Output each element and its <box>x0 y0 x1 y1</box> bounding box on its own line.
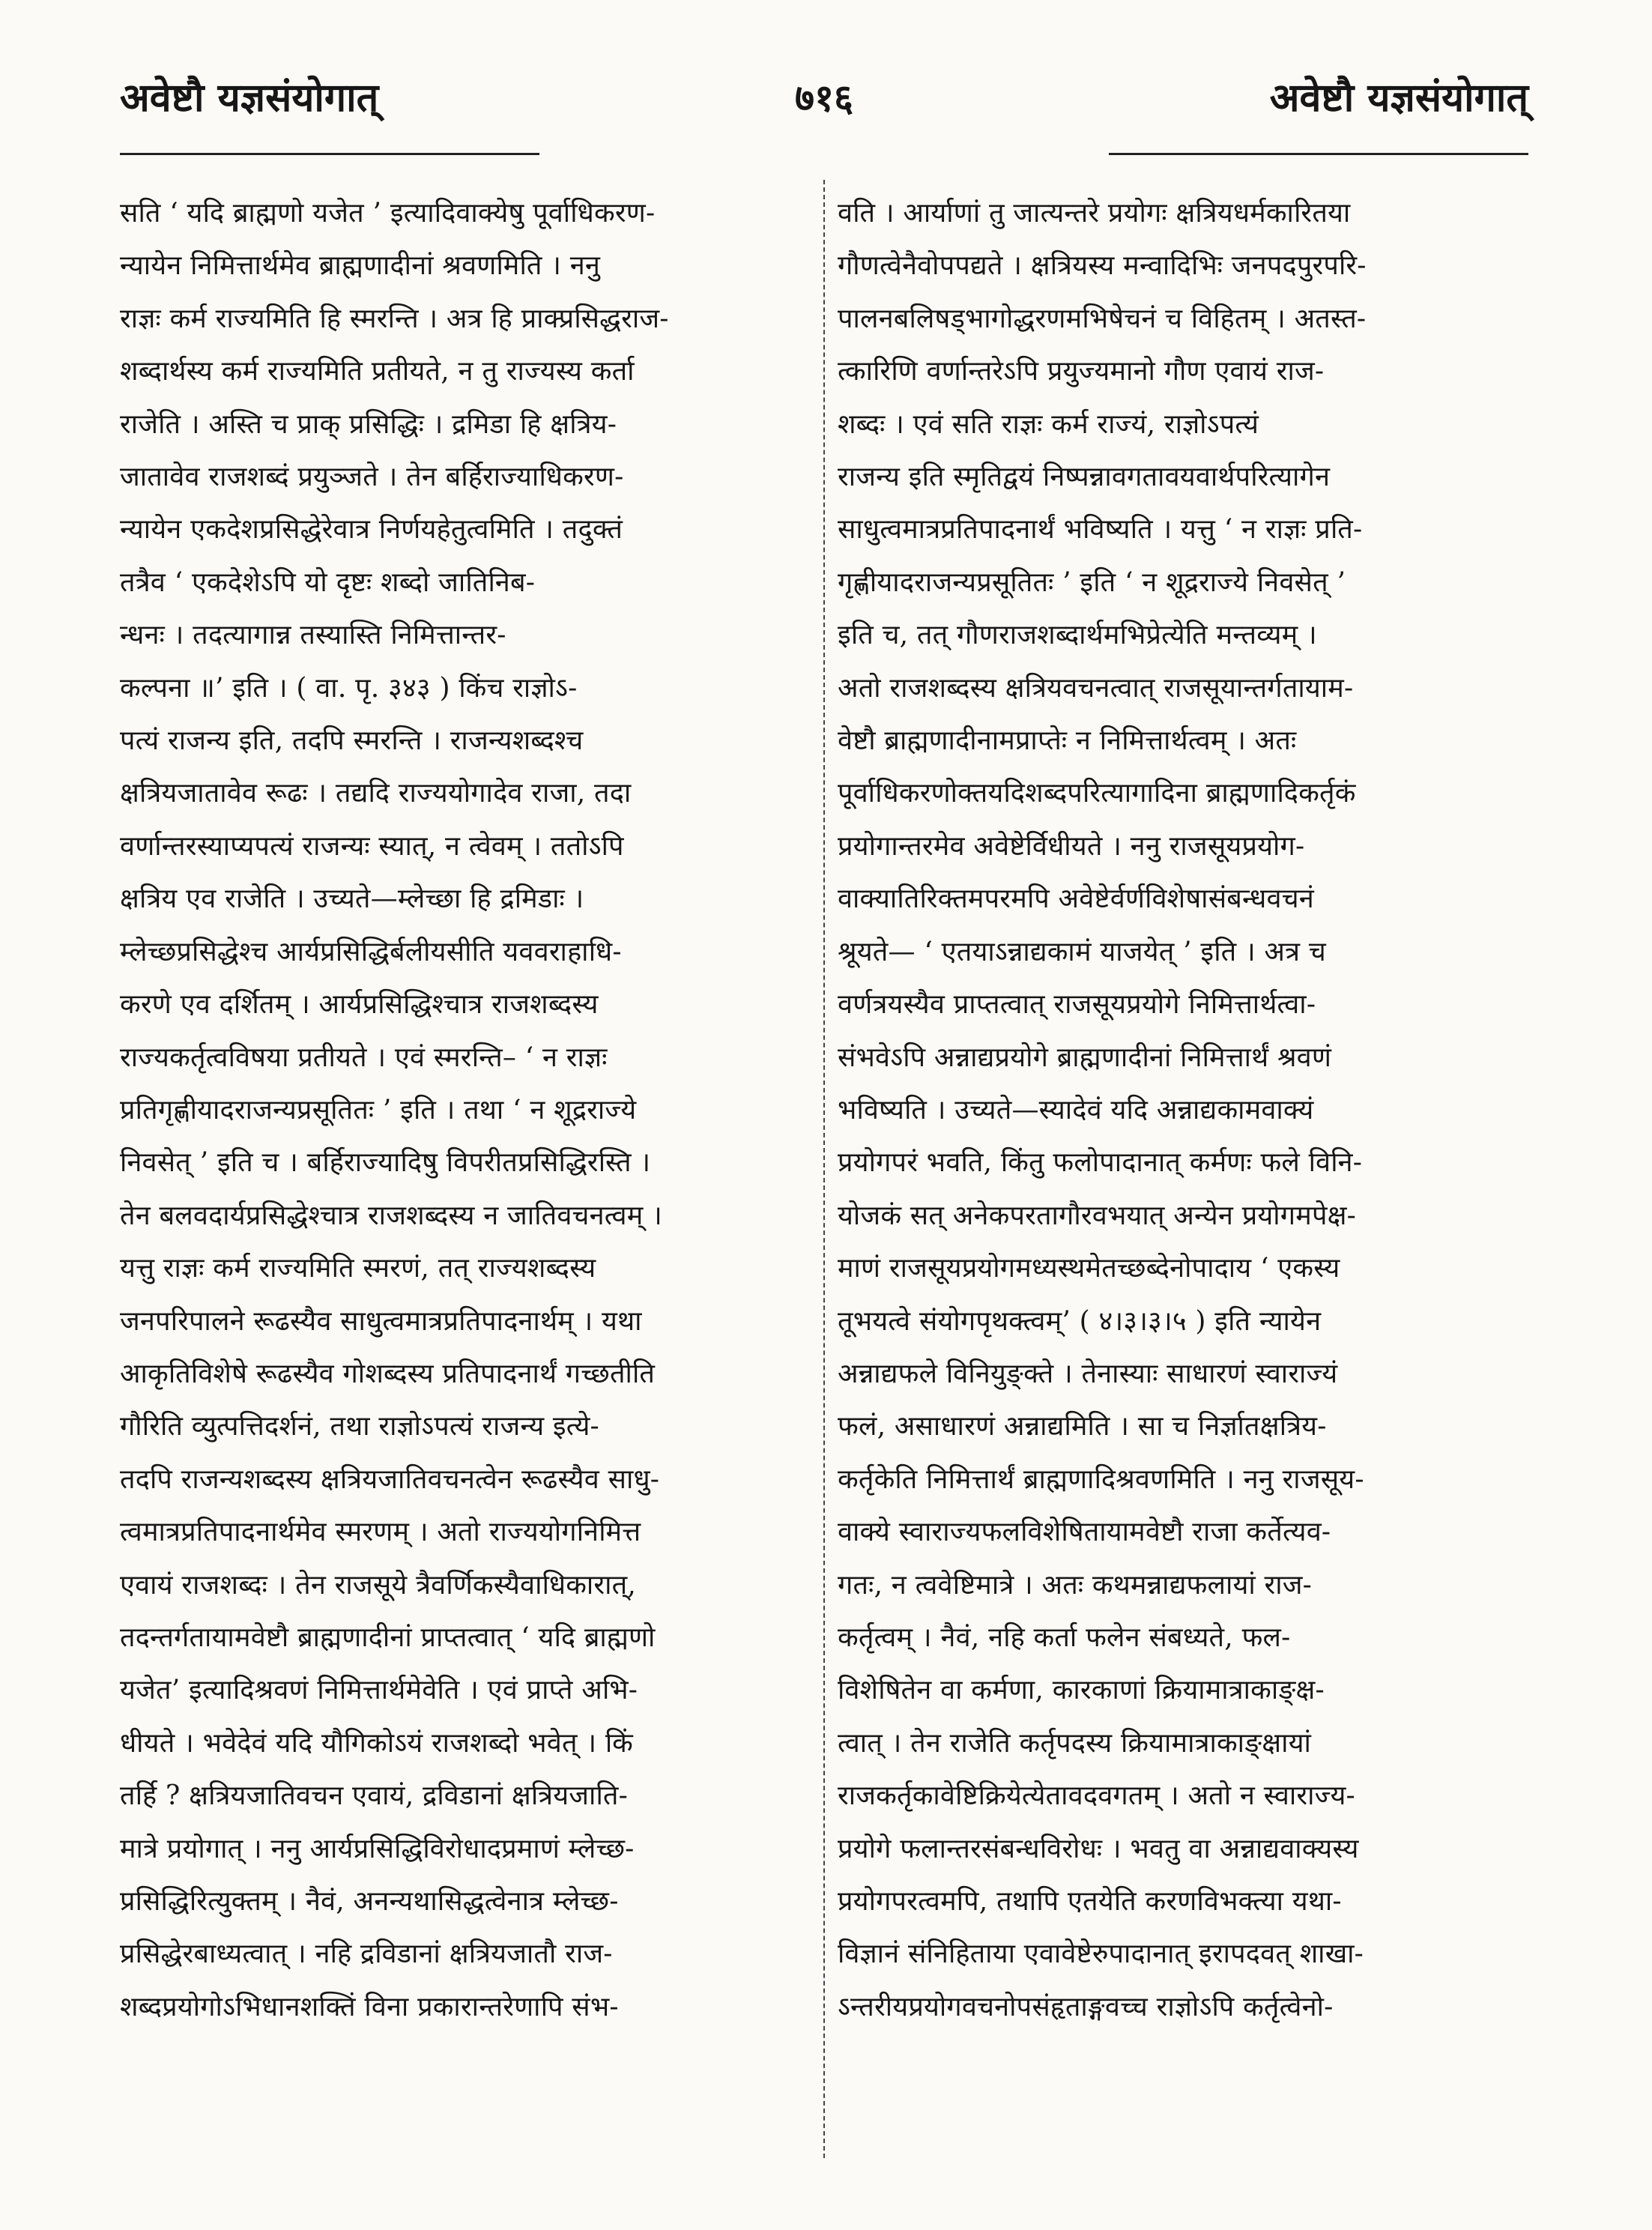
text-line: वर्णान्तरस्याप्यपत्यं राजन्यः स्यात्, न त्वेवम् । ततोऽपि <box>120 830 624 862</box>
text-line: प्रयोगपरत्वमपि, तथापि एतयेति करणविभक्त्या यथा- <box>838 1886 1342 1917</box>
text-line: राज्यकर्तृत्वविषया प्रतीयते । एवं स्मरन्ति– ‘ न राज्ञः <box>120 1042 608 1073</box>
text-line: क्षत्रिय एव राजेति । उच्यते—म्लेच्छा हि द्रमिडाः । <box>120 883 584 915</box>
text-line: गौणत्वेनैवोपपद्यते । क्षत्रियस्य मन्वादिभिः जनपदपुरपरि- <box>838 250 1367 282</box>
text-line: ऽन्तरीयप्रयोगवचनोपसंहृताङ्गवच्च राज्ञोऽपि कर्तृत्वेनो- <box>838 1991 1334 2022</box>
text-line: कर्तृकेति निमित्तार्थं ब्राह्मणादिश्रवणमिति । ननु राजसूय- <box>838 1463 1364 1495</box>
text-line: म्लेच्छप्रसिद्धेश्च आर्यप्रसिद्धिर्बलीयसीति यववराहाधि- <box>120 936 622 967</box>
right-text-column <box>838 187 1531 2143</box>
text-line: तत्रैव ‘ एकदेशेऽपि यो दृष्टः शब्दो जातिनिब- <box>120 566 536 598</box>
text-line: पूर्वाधिकरणोक्तयदिशब्दपरित्यागादिना ब्राह्मणादिकर्तृकं <box>838 778 1356 809</box>
text-line: मात्रे प्रयोगात् । ननु आर्यप्रसिद्धिविरोधादप्रमाणं म्लेच्छ- <box>120 1833 635 1864</box>
text-line: वति । आर्याणां तु जात्यन्तरे प्रयोगः क्षत्रियधर्मकारितया <box>838 198 1351 229</box>
text-line: यजेत’ इत्यादिश्रवणं निमित्तार्थमेवेति । एवं प्राप्ते अभि- <box>120 1675 638 1706</box>
running-title-left: अवेष्टौ यज्ञसंयोगात् <box>120 75 379 121</box>
text-line: शब्दः । एवं सति राज्ञः कर्म राज्यं, राज्ञोऽपत्यं <box>838 408 1259 440</box>
text-line: वाक्ये स्वाराज्यफलविशेषितायामवेष्टौ राजा कर्तेत्यव- <box>838 1517 1331 1548</box>
text-line: जातावेव राजशब्दं प्रयुञ्जते । तेन बर्हिराज्याधिकरण- <box>120 462 624 493</box>
text-line: योजकं सत् अनेकपरतागौरवभयात् अन्येन प्रयोगमपेक्ष- <box>838 1200 1356 1231</box>
text-line: अतो राजशब्दस्य क्षत्रियवचनत्वात् राजसूयान्तर्गतायाम- <box>838 672 1354 704</box>
text-line: त्कारिणि वर्णान्तरेऽपि प्रयुज्यमानो गौण एवायं राज- <box>838 356 1325 387</box>
text-line: साधुत्वमात्रप्रतिपादनार्थं भविष्यति । यत्तु ‘ न राज्ञः प्रति- <box>838 514 1363 546</box>
text-line: शब्दार्थस्य कर्म राज्यमिति प्रतीयते, न तु राज्यस्य कर्ता <box>120 356 635 387</box>
text-line: माणं राजसूयप्रयोगमध्यस्थमेतच्छब्देनोपादाय ‘ एकस्य <box>838 1253 1340 1284</box>
text-line: गतः, न त्ववेष्टिमात्रे । अतः कथमन्नाद्यफलायां राज- <box>838 1569 1313 1601</box>
text-line: पत्यं राजन्य इति, तदपि स्मरन्ति । राजन्यशब्दश्च <box>120 725 584 757</box>
text-line: प्रयोगपरं भवति, किंतु फलोपादानात् कर्मणः फले विनि- <box>838 1147 1363 1179</box>
text-line: त्वमात्रप्रतिपादनार्थमेव स्मरणम् । अतो राज्ययोगनिमित्त <box>120 1517 641 1548</box>
header-rule-left <box>120 153 539 155</box>
text-line: गौरिति व्युत्पत्तिदर्शनं, तथा राज्ञोऽपत्यं राजन्य इत्ये- <box>120 1411 599 1442</box>
text-line: राजन्य इति स्मृतिद्वयं निष्पन्नावगतावयवार्थपरित्यागेन <box>838 462 1331 493</box>
text-line: करणे एव दर्शितम् । आर्यप्रसिद्धिश्चात्र राजशब्दस्य <box>120 989 599 1021</box>
text-line: अन्नाद्यफले विनियुङ्क्ते । तेनास्याः साधारणं स्वाराज्यं <box>838 1358 1338 1389</box>
text-line: वर्णत्रयस्यैव प्राप्तत्वात् राजसूयप्रयोगे निमित्तार्थत्वा- <box>838 989 1316 1021</box>
text-line: राजकर्तृकावेष्टिक्रियेत्येतावदवगतम् । अतो न स्वाराज्य- <box>838 1780 1355 1812</box>
text-line: तदपि राजन्यशब्दस्य क्षत्रियजातिवचनत्वेन रूढस्यैव साधु- <box>120 1463 660 1495</box>
text-line: तदन्तर्गतायामवेष्टौ ब्राह्मणादीनां प्राप्तत्वात् ‘ यदि ब्राह्मणो <box>120 1622 656 1653</box>
running-title-right: अवेष्टौ यज्ञसंयोगात् <box>1269 75 1528 121</box>
text-line: प्रसिद्धेरबाध्यत्वात् । नहि द्रविडानां क्षत्रियजातौ राज- <box>120 1939 613 1970</box>
text-line: प्रयोगान्तरमेव अवेष्टेर्विधीयते । ननु राजसूयप्रयोग- <box>838 830 1305 862</box>
text-line: न्यायेन एकदेशप्रसिद्धेरेवात्र निर्णयहेतुत्वमिति । तदुक्तं <box>120 514 623 546</box>
text-line: शब्दप्रयोगोऽभिधानशक्तिं विना प्रकारान्तरेणापि संभ- <box>120 1991 619 2022</box>
text-line: संभवेऽपि अन्नाद्यप्रयोगे ब्राह्मणादीनां निमित्तार्थं श्रवणं <box>838 1042 1332 1073</box>
text-line: इति च, तत् गौणराजशब्दार्थमभिप्रेत्येति मन्तव्यम् । <box>838 620 1317 651</box>
text-line: तेन बलवदार्यप्रसिद्धेश्चात्र राजशब्दस्य न जातिवचनत्वम् । <box>120 1200 662 1231</box>
left-text-column <box>120 187 813 2143</box>
page-number: ७१६ <box>795 76 853 120</box>
text-line: तर्हि ? क्षत्रियजातिवचन एवायं, द्रविडानां क्षत्रियजाति- <box>120 1780 628 1812</box>
column-divider <box>823 180 825 2158</box>
text-line: फलं, असाधारणं अन्नाद्यमिति । सा च निर्ज्ञातक्षत्रिय- <box>838 1411 1327 1442</box>
text-line: प्रसिद्धिरित्युक्तम् । नैवं, अनन्यथासिद्धत्वेनात्र म्लेच्छ- <box>120 1886 619 1917</box>
text-line: कर्तृत्वम् । नैवं, नहि कर्ता फलेन संबध्यते, फल- <box>838 1622 1291 1653</box>
text-line: प्रतिगृह्णीयादराजन्यप्रसूतितः ’ इति । तथा ‘ न शूद्रराज्ये <box>120 1094 637 1125</box>
text-line: न्यायेन निमित्तार्थमेव ब्राह्मणादीनां श्रवणमिति । ननु <box>120 250 601 282</box>
text-line: एवायं राजशब्दः । तेन राजसूये त्रैवर्णिकस्यैवाधिकारात्, <box>120 1569 637 1601</box>
text-line: तूभयत्वे संयोगपृथक्त्वम्’ ( ४।३।३।५ ) इति न्यायेन <box>838 1305 1322 1337</box>
header-rule-right <box>1109 153 1528 155</box>
text-line: क्षत्रियजातावेव रूढः । तद्यदि राज्ययोगादेव राजा, तदा <box>120 778 632 809</box>
text-line: गृह्णीयादराजन्यप्रसूतितः ’ इति ‘ न शूद्रराज्ये निवसेत् ’ <box>838 566 1346 598</box>
text-line: श्रूयते— ‘ एतयाऽन्नाद्यकामं याजयेत् ’ इति । अत्र च <box>838 936 1326 967</box>
text-line: विशेषितेन वा कर्मणा, कारकाणां क्रियामात्राकाङ्क्ष- <box>838 1675 1325 1706</box>
text-line: राज्ञः कर्म राज्यमिति हि स्मरन्ति । अत्र हि प्राक्प्रसिद्धराज- <box>120 303 669 334</box>
text-line: भविष्यति । उच्यते—स्यादेवं यदि अन्नाद्यकामवाक्यं <box>838 1094 1314 1125</box>
text-line: कल्पना ॥’ इति । ( वा. पृ. ३४३ ) किंच राज्ञोऽ- <box>120 672 578 704</box>
text-line: वेष्टौ ब्राह्मणादीनामप्राप्तेः न निमित्तार्थत्वम् । अतः <box>838 725 1297 757</box>
text-line: धीयते । भवेदेवं यदि यौगिकोऽयं राजशब्दो भवेत् । किं <box>120 1727 634 1759</box>
text-line: प्रयोगे फलान्तरसंबन्धविरोधः । भवतु वा अन्नाद्यवाक्यस्य <box>838 1833 1359 1864</box>
text-line: सति ‘ यदि ब्राह्मणो यजेत ’ इत्यादिवाक्येषु पूर्वाधिकरण- <box>120 198 656 229</box>
text-line: पालनबलिषड्भागोद्धरणमभिषेचनं च विहितम् । अतस्त- <box>838 303 1367 334</box>
text-line: वाक्यातिरिक्तमपरमपि अवेष्टेर्वर्णविशेषासंबन्धवचनं <box>838 883 1314 915</box>
text-line: यत्तु राज्ञः कर्म राज्यमिति स्मरणं, तत् राज्यशब्दस्य <box>120 1253 596 1284</box>
text-line: राजेति । अस्ति च प्राक् प्रसिद्धिः । द्रमिडा हि क्षत्रिय- <box>120 408 617 440</box>
text-line: त्वात् । तेन राजेति कर्तृपदस्य क्रियामात्राकाङ्क्षायां <box>838 1727 1312 1759</box>
text-line: आकृतिविशेषे रूढस्यैव गोशब्दस्य प्रतिपादनार्थं गच्छतीति <box>120 1358 656 1389</box>
text-line: न्धनः । तदत्यागान्न तस्यास्ति निमित्तान्तर- <box>120 620 506 651</box>
text-line: जनपरिपालने रूढस्यैव साधुत्वमात्रप्रतिपादनार्थम् । यथा <box>120 1305 642 1337</box>
text-line: निवसेत् ’ इति च । बर्हिराज्यादिषु विपरीतप्रसिद्धिरस्ति । <box>120 1147 651 1179</box>
text-line: विज्ञानं संनिहिताया एवावेष्टेरुपादानात् इरापदवत् शाखा- <box>838 1939 1364 1970</box>
page-header <box>120 64 1528 132</box>
